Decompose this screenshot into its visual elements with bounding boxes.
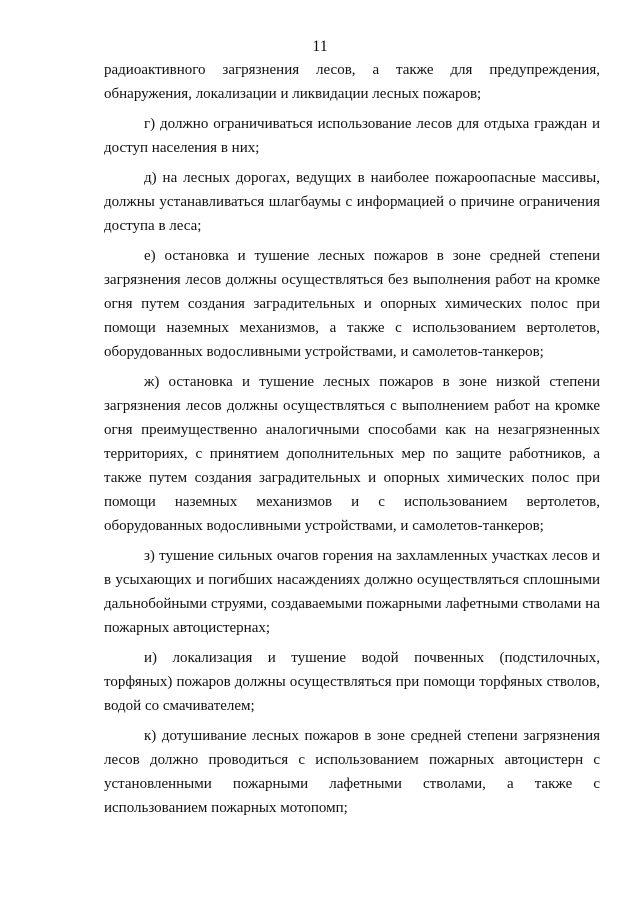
paragraph-k: к) дотушивание лесных пожаров в зоне средней степени загрязнения лесов должно проводиться с использованием пожарных автоцистерн с установленными пожарными лафетными стволами, а также с использованием пожарных мотопомп; — [104, 728, 600, 816]
document-body — [104, 58, 600, 826]
page-number: 11 — [312, 38, 328, 55]
paragraph-e: е) остановка и тушение лесных пожаров в зоне средней степени загрязнения лесов должны осуществляться без выполнения работ на кромке огня путем создания заградительных и опорных химических полос при помощи наземных механизмов, а также с использованием вертолетов, оборудованных водосливными устройствами, и самолетов-танкеров; — [104, 248, 600, 360]
paragraph-d: д) на лесных дорогах, ведущих в наиболее пожароопасные массивы, должны устанавливаться шлагбаумы с информацией о причине ограничения доступа в леса; — [104, 170, 600, 234]
paragraph-zh: ж) остановка и тушение лесных пожаров в зоне низкой степени загрязнения лесов должны осуществляться с выполнением работ на кромке огня преимущественно аналогичными способами как на незагрязненных территориях, с принятием дополнительных мер по защите работников, а также путем создания заградительных и опорных химических полос при помощи наземных механизмов и с использованием вертолетов, оборудованных водосливными устройствами, и самолетов-танкеров; — [104, 374, 600, 534]
paragraph-continuation: радиоактивного загрязнения лесов, а также для предупреждения, обнаружения, локализации и ликвидации лесных пожаров; — [104, 62, 600, 102]
paragraph-z: з) тушение сильных очагов горения на захламленных участках лесов и в усыхающих и погибших насаждениях должно осуществляться сплошными дальнобойными струями, создаваемыми пожарными лафетными стволами на пожарных автоцистернах; — [104, 548, 600, 636]
paragraph-i: и) локализация и тушение водой почвенных (подстилочных, торфяных) пожаров должны осуществляться при помощи торфяных стволов, водой со смачивателем; — [104, 650, 600, 714]
paragraph-g: г) должно ограничиваться использование лесов для отдыха граждан и доступ населения в них; — [104, 116, 600, 156]
